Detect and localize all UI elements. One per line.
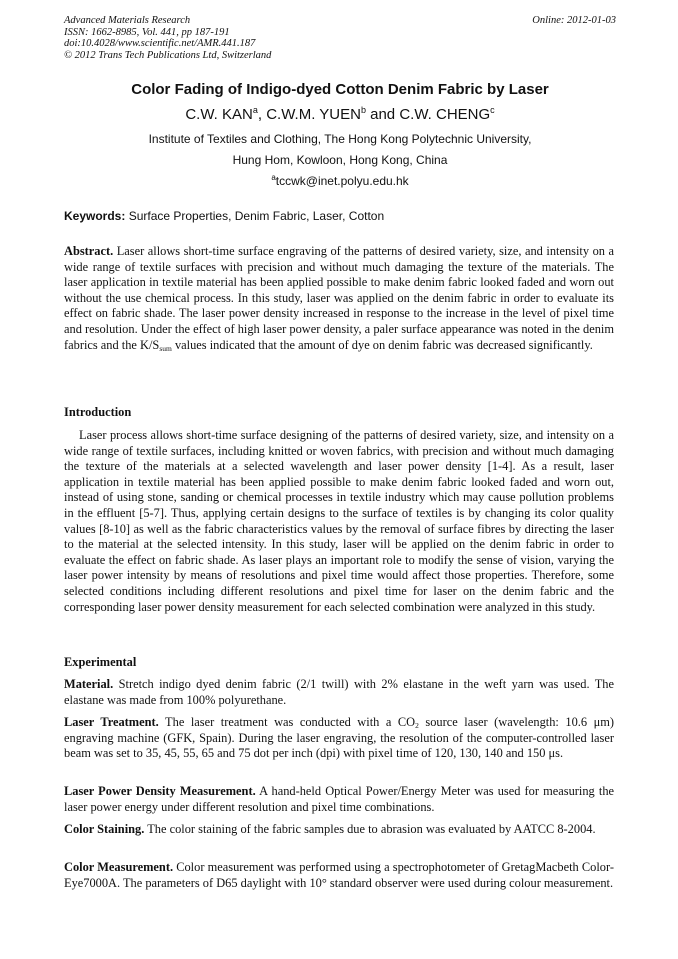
color-staining-label: Color Staining. [64,822,145,836]
author-cheng: C.W. CHENG [399,106,491,123]
author-separator: and [365,106,400,123]
color-measurement-text: Color measurement was performed using a spectrophotometer of GretagMacbeth Color-Eye7000A. The parameters of D65 daylight with 10° standard observer were used during colour measurement. [64,860,614,890]
affiliation-line-2: Hung Hom, Kowloon, Hong Kong, China [232,153,448,167]
abstract-subscript: sum [159,343,172,353]
power-density-label: Laser Power Density Measurement. [64,784,256,798]
introduction-heading: Introduction [64,405,132,419]
abstract-text-end: values indicated that the amount of dye on denim fabric was decreased significantly. [171,337,593,352]
co2-subscript: 2 [415,721,419,730]
online-date: Online: 2012-01-03 [532,15,616,26]
material-paragraph [64,677,614,708]
author-kan: C.W. KAN [185,106,253,123]
journal-header [64,15,616,61]
author-email [64,173,616,189]
email-address: tccwk@inet.polyu.edu.hk [275,174,409,188]
keywords [64,208,616,224]
abstract-label: Abstract. [64,244,114,258]
author-yuen: C.W.M. YUEN [266,106,361,123]
power-density-paragraph [64,784,614,815]
abstract-text: Laser allows short-time surface engraving of the patterns of desired variety, size, and intensity on a wide range of textile surfaces with precision and without much damaging the texture of the materials. The laser application in textile material has been applied possible to make denim fabric looked faded and worn out without the use chemical process. In this study, laser was applied on the denim fabric in order to evaluate its effect on fabric shade. The laser power density increased in response to the increase in the level of pixel time and resolution. Under the effect of high laser power density, a paler surface appearance was noted in the denim fabrics and the K/S [64,244,614,352]
color-staining-text: The color staining of the fabric samples due to abrasion was evaluated by AATCC 8-2004. [144,822,596,836]
author-yuen-mark: b [360,105,366,115]
abstract [64,244,614,353]
laser-treatment-text-end: source laser (wavelength: 10.6 μm) engraving machine (GFK, Spain). During the laser engraving, the resolution of the computer-controlled laser beam was set to 35, 45, 55, 65 and 75 dot per inch (dpi) with pixel time of 120, 130, 140 and 150 μs. [64,715,614,761]
issn-line: ISSN: 1662-8985, Vol. 441, pp 187-191 [64,26,230,38]
author-kan-mark: a [252,105,258,115]
experimental-heading: Experimental [64,655,137,669]
color-measurement-label: Color Measurement. [64,860,174,874]
keywords-label: Keywords: [64,209,126,223]
color-staining-paragraph [64,822,614,838]
copyright-line: © 2012 Trans Tech Publications Ltd, Switzerland [64,49,272,61]
power-density-text: A hand-held Optical Power/Energy Meter was used for measuring the laser power energy under different resolution and pixel time combinations. [64,784,615,814]
material-text: Stretch indigo dyed denim fabric (2/1 twill) with 2% elastane in the weft yarn was used. The elastane was made from 100% polyurethane. [64,677,614,707]
author-cheng-mark: c [490,105,495,115]
affiliation-line-1: Institute of Textiles and Clothing, The Hong Kong Polytechnic University, [148,132,532,146]
doi-line: doi:10.4028/www.scientific.net/AMR.441.187 [64,38,256,50]
journal-name: Advanced Materials Research [64,15,191,26]
author-list [64,104,616,126]
color-measurement-paragraph [64,860,614,891]
email-mark: a [271,173,276,182]
laser-treatment-text: The laser treatment was conducted with a CO [158,715,416,729]
paper-title: Color Fading of Indigo-dyed Cotton Denim Fabric by Laser [131,81,549,98]
author-separator: , [257,106,267,123]
keywords-text: Surface Properties, Denim Fabric, Laser, Cotton [125,209,385,223]
laser-treatment-label: Laser Treatment. [64,715,159,729]
laser-treatment-paragraph [64,715,614,762]
introduction-paragraph: Laser process allows short-time surface designing of the patterns of desired variety, size, and intensity on a wide range of textile surfaces, including knitted or woven fabrics, with precision and without much damaging the texture of the materials at a selected wavelength and laser power density [1-4]. As a result, laser application in textile material has been applied possible to make denim fabric looked faded and worn out, instead of using stone, sanding or chemical processes in textile industry which may cause pollution problems in the effluent [5-7]. Thus, applying certain designs to the surface of textiles is by changing its color quality values [8-10] as well as the fabric characteristics values by the removal of surface fibres by directing the laser to the material at the selected intensity. In this study, laser will be applied on the denim fabric in order to evaluate the effect on fabric shade. As laser plays an important role to modify the sense of vision, varying the laser power intensity by means of resolutions and pixel time would affect those properties. Therefore, some selected conditions including different resolutions and pixel time for laser on the denim fabric and the corresponding laser power density measurement for each selected combination were analyzed in this study. [64,428,614,614]
material-label: Material. [64,677,114,691]
